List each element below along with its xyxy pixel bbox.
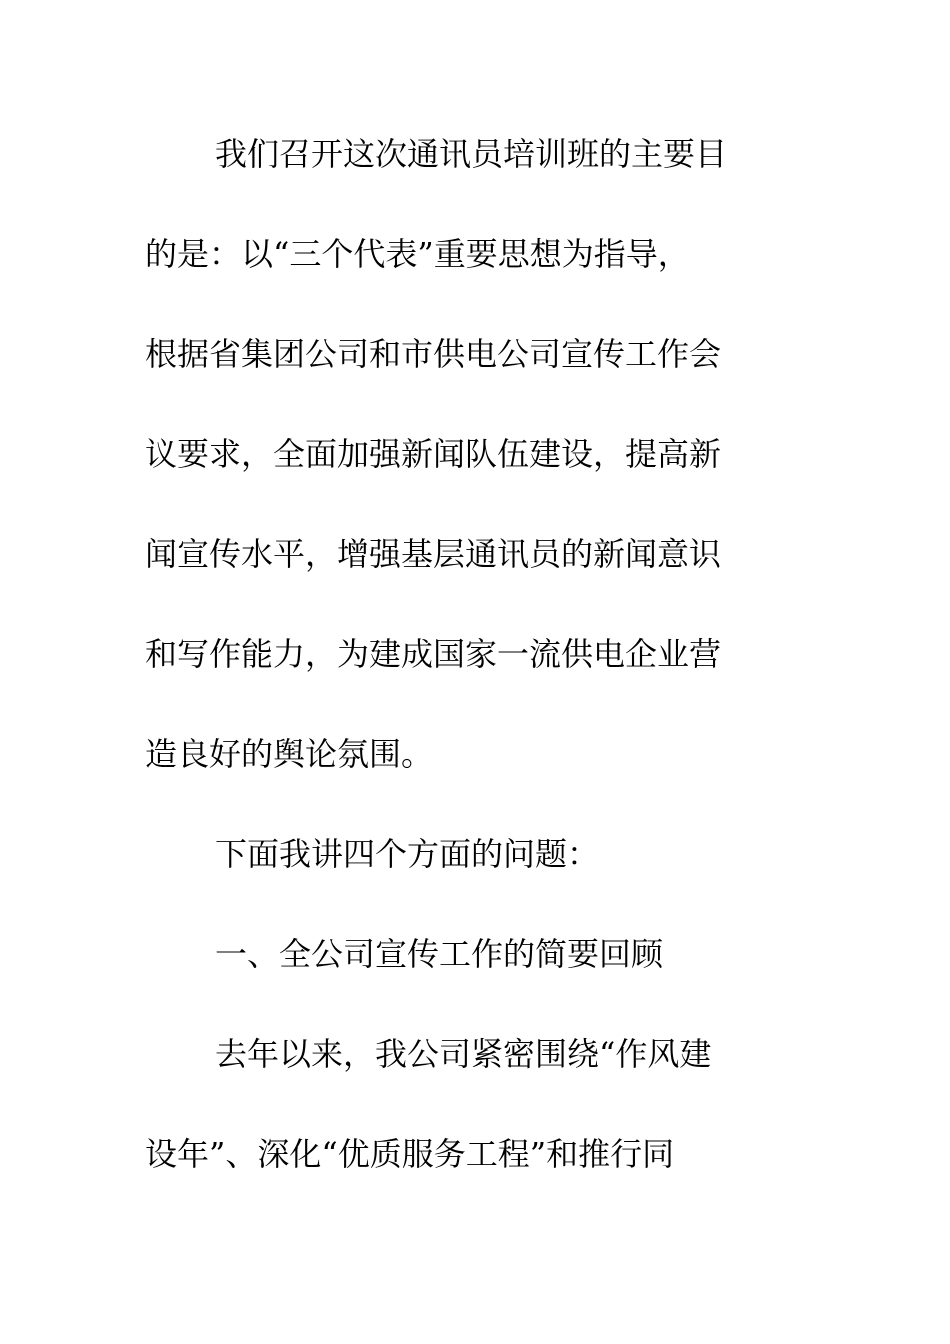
- section-heading: 一、全公司宣传工作的简要回顾: [215, 935, 664, 973]
- paragraph-line-7: 造良好的舆论氛围。: [145, 735, 434, 773]
- paragraph-line-11: 设年”、深化“优质服务工程”和推行同: [145, 1135, 675, 1173]
- paragraph-line-10: 去年以来，我公司紧密围绕“作风建: [215, 1035, 712, 1073]
- paragraph-line-1: 我们召开这次通讯员培训班的主要目: [215, 135, 728, 173]
- paragraph-line-6: 和写作能力，为建成国家一流供电企业营: [145, 635, 722, 673]
- paragraph-line-5: 闻宣传水平，增强基层通讯员的新闻意识: [145, 535, 722, 573]
- paragraph-line-3: 根据省集团公司和市供电公司宣传工作会: [145, 335, 722, 373]
- paragraph-line-2: 的是：以“三个代表”重要思想为指导，: [145, 235, 690, 273]
- paragraph-line-4: 议要求，全面加强新闻队伍建设，提高新: [145, 435, 722, 473]
- paragraph-line-8: 下面我讲四个方面的问题：: [215, 835, 600, 873]
